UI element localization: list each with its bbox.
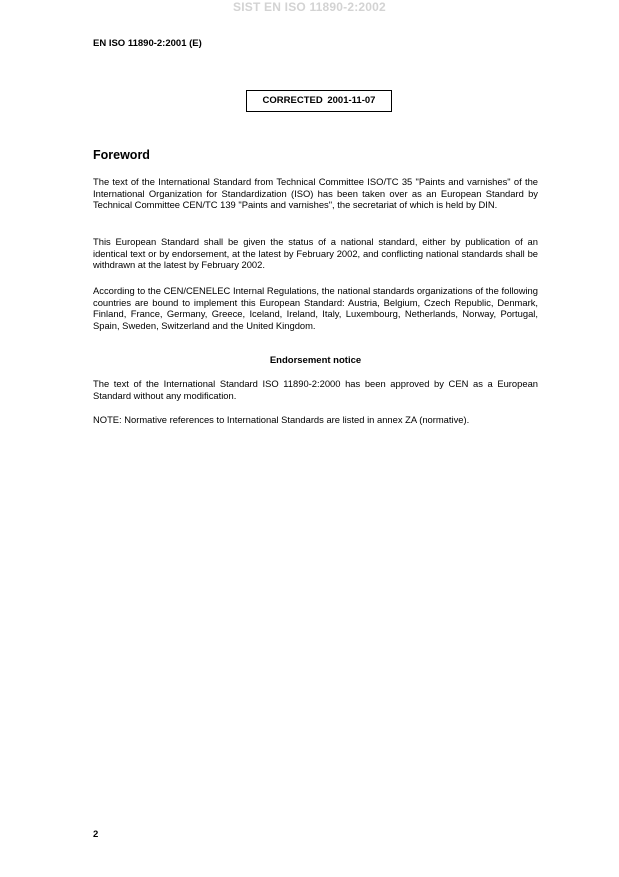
document-id-header: EN ISO 11890-2:2001 (E) [93,38,202,49]
endorsement-note: NOTE: Normative references to International Standards are listed in annex ZA (normative). [93,414,470,425]
foreword-paragraph-3: According to the CEN/CENELEC Internal Regulations, the national standards organizations of the following countries are bound to implement this European Standard: Austria, Belgium, Czech Republic, Denmark, Finland, France, Germany, Greece, Iceland, Ireland, Italy, Luxembourg, Netherlands, Norway, Portugal, Spain, Sweden, Switzerland and the United Kingdom. [93,285,538,331]
watermark: SIST EN ISO 11890-2:2002 [233,0,386,14]
page-number: 2 [93,829,99,840]
corrected-stamp: CORRECTED 2001-11-07 [246,90,392,112]
endorsement-paragraph: The text of the International Standard ISO 11890-2:2000 has been approved by CEN as a European Standard without any modification. [93,378,538,401]
foreword-paragraph-1: The text of the International Standard from Technical Committee ISO/TC 35 "Paints and varnishes" of the International Organization for Standardization (ISO) has been taken over as an European Standard by Technical Committee CEN/TC 139 "Paints and varnishes", the secretariat of which is held by DIN. [93,176,538,211]
foreword-title: Foreword [93,148,150,162]
endorsement-title: Endorsement notice [269,355,362,366]
foreword-paragraph-2: This European Standard shall be given the status of a national standard, either by publication of an identical text or by endorsement, at the latest by February 2002, and conflicting national standards shall be withdrawn at the latest by February 2002. [93,236,538,271]
